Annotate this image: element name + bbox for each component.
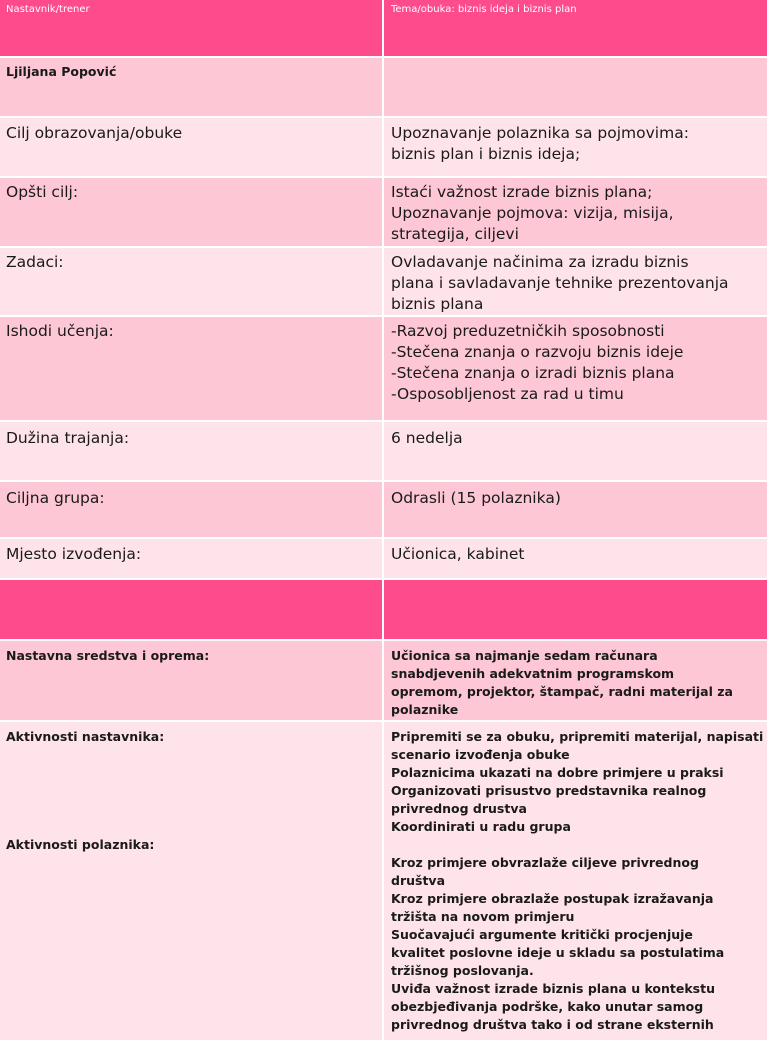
header-teacher-cell: Nastavnik/trener [0, 0, 384, 58]
text-line: privrednog društva tako i od strane eksternih [391, 1017, 714, 1032]
table-row [0, 482, 768, 539]
row-value [384, 539, 768, 580]
row-label: Mjesto izvođenja: [0, 539, 384, 580]
text-line: Učionica, kabinet [391, 545, 525, 563]
row-value [384, 422, 768, 482]
row-value [384, 178, 768, 248]
text-line: 6 nedelja [391, 429, 463, 447]
divider-cell [0, 580, 384, 641]
text-line: strategija, ciljevi [391, 225, 519, 243]
text-line: plana i savladavanje tehnike prezentovanja [391, 274, 729, 292]
text-line: Kroz primjere obrazlaže postupak izražavanja [391, 891, 714, 906]
text-line: Koordinirati u radu grupa [391, 819, 571, 834]
text-line: Odrasli (15 polaznika) [391, 489, 561, 507]
student-activities-label: Aktivnosti polaznika: [6, 837, 155, 852]
spacer [391, 836, 761, 854]
text-line: Uviđa važnost izrade biznis plana u kontekstu [391, 981, 715, 996]
text-line: opremom, projektor, štampač, radni materijal za [391, 684, 733, 699]
row-value [384, 248, 768, 317]
text-line: tržišnog poslovanja. [391, 963, 534, 978]
text-line: kvalitet poslovne ideje u skladu sa postulatima [391, 945, 725, 960]
text-line: Učionica sa najmanje sedam računara [391, 648, 658, 663]
text-line: Istaći važnost izrade biznis plana; [391, 183, 653, 201]
resources-label: Nastavna sredstva i oprema: [0, 641, 384, 722]
resources-value [384, 641, 768, 722]
divider-cell [384, 580, 768, 641]
table-row [0, 248, 768, 317]
row-label: Cilj obrazovanja/obuke [0, 118, 384, 178]
table-row [0, 118, 768, 178]
row-label: Opšti cilj: [0, 178, 384, 248]
row-label: Zadaci: [0, 248, 384, 317]
text-line: Suočavajući argumente kritički procjenjuje [391, 927, 693, 942]
text-line: društva [391, 873, 446, 888]
teacher-activities-label: Aktivnosti nastavnika: [6, 729, 165, 744]
table-row [0, 539, 768, 580]
section-divider-row [0, 580, 768, 641]
text-line: tržišta na novom primjeru [391, 909, 575, 924]
text-line: polaznike [391, 702, 459, 717]
table-row [0, 317, 768, 422]
trainer-empty-cell [384, 58, 768, 118]
text-line: Upoznavanje pojmova: vizija, misija, [391, 204, 674, 222]
activities-value [384, 722, 768, 1042]
text-line: Pripremiti se za obuku, pripremiti materijal, napisati [391, 729, 764, 744]
header-row [0, 0, 768, 58]
text-line: biznis plana [391, 295, 484, 313]
table-row [0, 178, 768, 248]
row-value [384, 118, 768, 178]
text-line: Upoznavanje polaznika sa pojmovima: [391, 124, 689, 142]
text-line: Organizovati prisustvo predstavnika realnog [391, 783, 707, 798]
row-label: Ciljna grupa: [0, 482, 384, 539]
text-line: snabdjevenih adekvatnim programskom [391, 666, 675, 681]
row-value [384, 317, 768, 422]
activities-labels [0, 722, 384, 1042]
text-line: -Razvoj preduzetničkih sposobnosti [391, 322, 665, 340]
row-value [384, 482, 768, 539]
row-label: Dužina trajanja: [0, 422, 384, 482]
table-row [0, 422, 768, 482]
activities-row [0, 722, 768, 1042]
text-line: Kroz primjere obvrazlaže ciljeve privrednog [391, 855, 699, 870]
text-line: scenario izvođenja obuke [391, 747, 570, 762]
resources-row [0, 641, 768, 722]
trainer-name: Ljiljana Popović [0, 58, 384, 118]
text-line: Polaznicima ukazati na dobre primjere u praksi [391, 765, 724, 780]
text-line: privrednog drustva [391, 801, 527, 816]
text-line: -Osposobljenost za rad u timu [391, 385, 624, 403]
text-line: -Stečena znanja o razvoju biznis ideje [391, 343, 684, 361]
text-line: Ovladavanje načinima za izradu biznis [391, 253, 689, 271]
row-label: Ishodi učenja: [0, 317, 384, 422]
header-topic-cell: Tema/obuka: biznis ideja i biznis plan [384, 0, 768, 58]
trainer-row [0, 58, 768, 118]
text-line: biznis plan i biznis ideja; [391, 145, 581, 163]
text-line: -Stečena znanja o izradi biznis plana [391, 364, 675, 382]
text-line: obezbjeđivanja podrške, kako unutar samog [391, 999, 704, 1014]
